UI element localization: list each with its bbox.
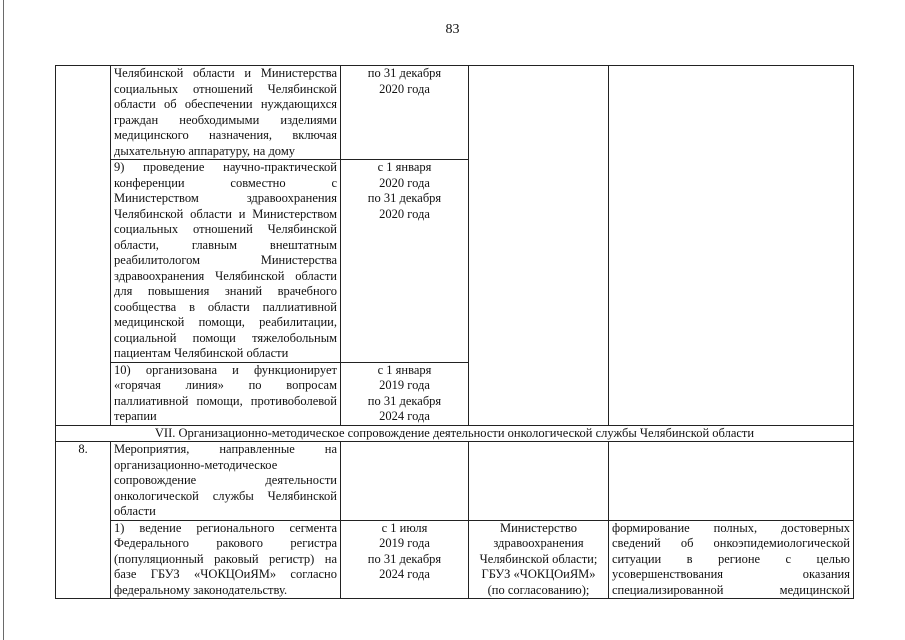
description-cell: 10) организована и функционирует «горячая линия» по вопросам паллиативной помощи, противоболевой терапии bbox=[111, 362, 341, 425]
page-number: 83 bbox=[445, 22, 460, 37]
table-row bbox=[56, 520, 854, 599]
term-cell bbox=[341, 442, 469, 521]
responsible-cell bbox=[469, 442, 609, 521]
responsible-cell bbox=[469, 66, 609, 426]
section-title: VII. Организационно-методическое сопровождение деятельности онкологической службы Челябинской области bbox=[56, 425, 854, 442]
result-cell bbox=[609, 442, 854, 521]
table-row bbox=[56, 442, 854, 521]
table-row bbox=[56, 66, 854, 160]
description-cell: 1) ведение регионального сегмента Федерального ракового регистра (популяционный раковый регистр) на базе ГБУЗ «ЧОКЦОиЯМ» согласно федеральному законодательству. bbox=[111, 520, 341, 599]
responsible-cell: Министерство здравоохранения Челябинской области; ГБУЗ «ЧОКЦОиЯМ» (по согласованию); bbox=[469, 520, 609, 599]
description-cell: 9) проведение научно-практической конференции совместно с Министерством здравоохранения Челябинской области и Министерством социальных отношений Челябинской области, главным внештатным реабилитологом Министерства здравоохранения Челябинской области для повышения знаний врачебного сообщества в области паллиативной медицинской помощи, реабилитации, социальной помощи тяжелобольным пациентам Челябинской области bbox=[111, 160, 341, 363]
page-left-edge bbox=[3, 0, 4, 640]
description-cell: Мероприятия, направленные на организационно-методическое сопровождение деятельности онкологической службы Челябинской области bbox=[111, 442, 341, 521]
term-cell: по 31 декабря 2020 года bbox=[341, 66, 469, 160]
plan-table bbox=[55, 65, 854, 599]
section-row bbox=[56, 425, 854, 442]
term-cell: с 1 января 2020 года по 31 декабря 2020 года bbox=[341, 160, 469, 363]
term-cell: с 1 июля 2019 года по 31 декабря 2024 года bbox=[341, 520, 469, 599]
number-cell bbox=[56, 66, 111, 426]
item-number: 8. bbox=[56, 442, 111, 599]
term-cell: с 1 января 2019 года по 31 декабря 2024 года bbox=[341, 362, 469, 425]
result-cell: формирование полных, достоверных сведений об онкоэпидемиологической ситуации в регионе с целью усовершенствования оказания специализированной медицинской bbox=[609, 520, 854, 599]
description-cell: Челябинской области и Министерства социальных отношений Челябинской области об обеспечении нуждающихся граждан необходимыми изделиями медицинского назначения, включая дыхательную аппаратуру, на дому bbox=[111, 66, 341, 160]
result-cell bbox=[609, 66, 854, 426]
